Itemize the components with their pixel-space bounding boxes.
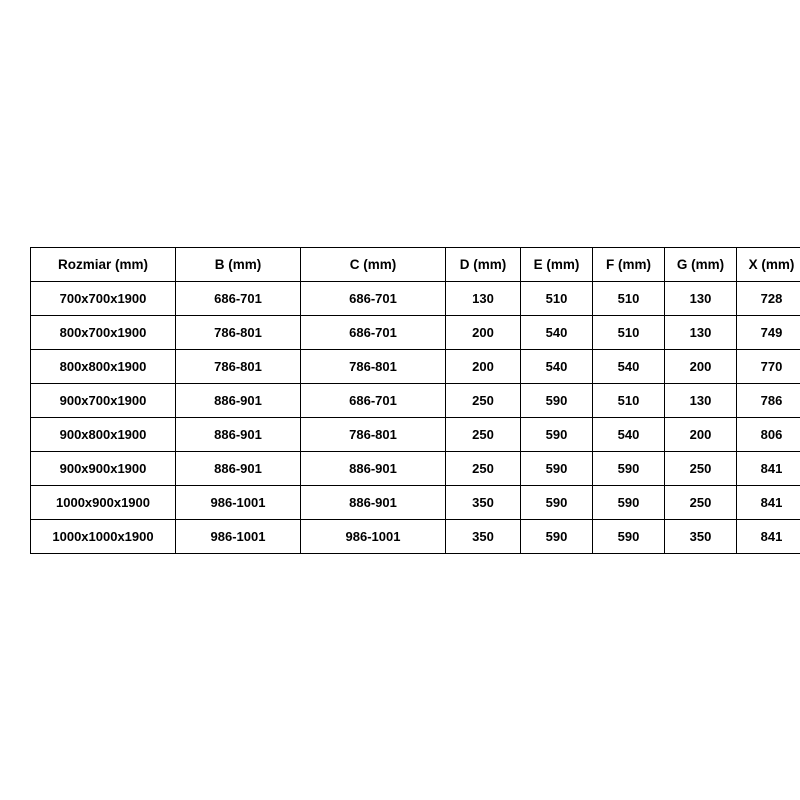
table-row [31,350,800,384]
cell-e: 510 [521,282,593,316]
cell-b: 986-1001 [176,520,301,554]
dimensions-table [30,247,800,554]
table-row [31,486,800,520]
cell-d: 200 [446,316,521,350]
cell-size: 800x800x1900 [31,350,176,384]
cell-d: 350 [446,520,521,554]
table-row [31,384,800,418]
cell-d: 130 [446,282,521,316]
cell-e: 590 [521,384,593,418]
column-header-g: G (mm) [665,248,737,282]
cell-g: 350 [665,520,737,554]
table-row [31,282,800,316]
column-header-f: F (mm) [593,248,665,282]
cell-f: 540 [593,418,665,452]
table-row [31,418,800,452]
cell-c: 686-701 [301,384,446,418]
cell-c: 886-901 [301,486,446,520]
cell-size: 800x700x1900 [31,316,176,350]
cell-size: 1000x900x1900 [31,486,176,520]
cell-b: 886-901 [176,418,301,452]
cell-d: 250 [446,384,521,418]
cell-c: 786-801 [301,350,446,384]
table-row [31,316,800,350]
cell-e: 590 [521,520,593,554]
cell-b: 786-801 [176,316,301,350]
cell-size: 900x800x1900 [31,418,176,452]
column-header-c: C (mm) [301,248,446,282]
cell-b: 886-901 [176,384,301,418]
cell-f: 510 [593,316,665,350]
cell-x: 841 [737,486,800,520]
cell-x: 841 [737,520,800,554]
table-row [31,452,800,486]
cell-e: 590 [521,418,593,452]
cell-x: 728 [737,282,800,316]
table-header-row [31,248,800,282]
cell-c: 986-1001 [301,520,446,554]
cell-f: 540 [593,350,665,384]
cell-g: 250 [665,452,737,486]
cell-e: 590 [521,486,593,520]
cell-g: 200 [665,350,737,384]
cell-x: 841 [737,452,800,486]
cell-x: 770 [737,350,800,384]
column-header-x: X (mm) [737,248,800,282]
cell-f: 510 [593,282,665,316]
cell-b: 886-901 [176,452,301,486]
cell-c: 886-901 [301,452,446,486]
cell-e: 540 [521,350,593,384]
cell-g: 250 [665,486,737,520]
cell-c: 786-801 [301,418,446,452]
cell-size: 700x700x1900 [31,282,176,316]
cell-e: 590 [521,452,593,486]
cell-d: 350 [446,486,521,520]
cell-g: 200 [665,418,737,452]
cell-size: 900x900x1900 [31,452,176,486]
cell-size: 1000x1000x1900 [31,520,176,554]
spec-table-container [30,247,795,554]
table-body [31,282,800,554]
cell-g: 130 [665,384,737,418]
table-row [31,520,800,554]
cell-b: 986-1001 [176,486,301,520]
column-header-d: D (mm) [446,248,521,282]
cell-c: 686-701 [301,282,446,316]
cell-f: 510 [593,384,665,418]
cell-e: 540 [521,316,593,350]
cell-g: 130 [665,282,737,316]
cell-x: 806 [737,418,800,452]
cell-f: 590 [593,452,665,486]
cell-size: 900x700x1900 [31,384,176,418]
cell-x: 749 [737,316,800,350]
cell-x: 786 [737,384,800,418]
cell-g: 130 [665,316,737,350]
cell-c: 686-701 [301,316,446,350]
cell-d: 250 [446,452,521,486]
cell-b: 686-701 [176,282,301,316]
cell-b: 786-801 [176,350,301,384]
column-header-rozmiar: Rozmiar (mm) [31,248,176,282]
cell-d: 200 [446,350,521,384]
cell-d: 250 [446,418,521,452]
column-header-e: E (mm) [521,248,593,282]
table-header [31,248,800,282]
cell-f: 590 [593,520,665,554]
column-header-b: B (mm) [176,248,301,282]
cell-f: 590 [593,486,665,520]
